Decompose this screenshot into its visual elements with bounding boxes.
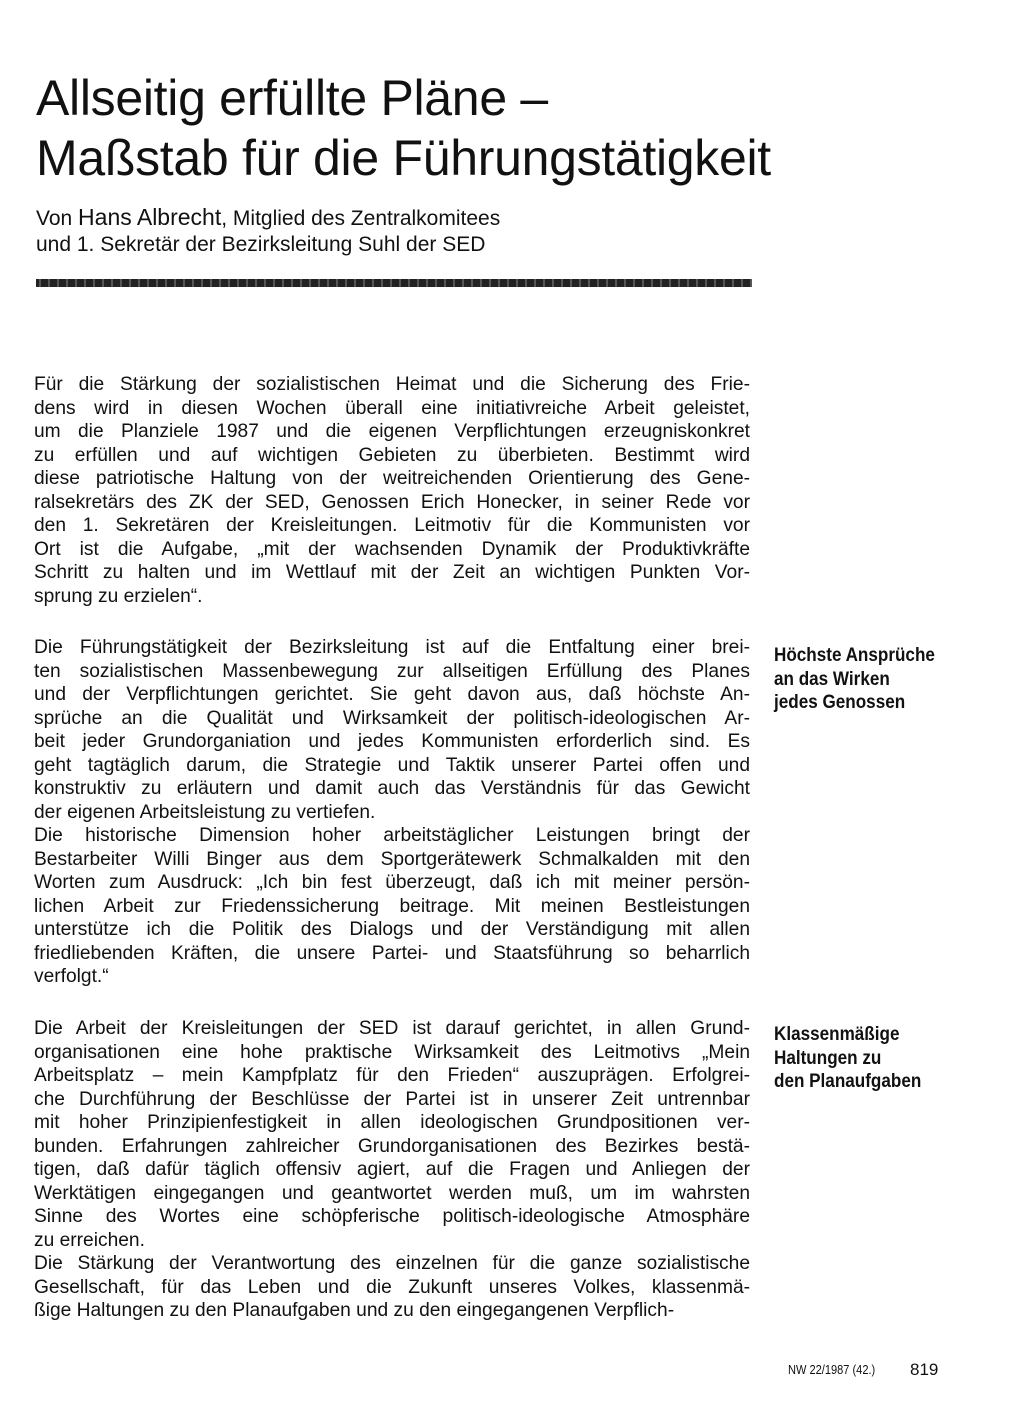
- side-heading-line: den Planaufgaben: [774, 1071, 922, 1092]
- side-heading-1: [774, 644, 954, 715]
- paragraph-1: [34, 373, 750, 608]
- text-line: konstruktiv zu erläutern und damit auch das Verständnis für das Gewicht: [34, 778, 750, 799]
- text-line: Die Führungstätigkeit der Bezirksleitung ist auf die Entfaltung einer brei-: [34, 637, 750, 658]
- side-heading-line: jedes Genossen: [774, 692, 906, 713]
- text-line: um die Planziele 1987 und die eigenen Verpflichtungen erzeugniskonkret: [34, 421, 750, 442]
- text-line: Worten zum Ausdruck: „Ich bin fest überzeugt, daß ich mit meiner persön-: [34, 872, 750, 893]
- side-heading-line: Klassenmäßige: [774, 1024, 900, 1045]
- text-line: sprüche an die Qualität und Wirksamkeit der politisch-ideologischen Ar-: [34, 707, 750, 729]
- text-line: beit jeder Grundorganiation und jedes Kommunisten erforderlich sind. Es: [34, 731, 750, 752]
- text-line: friedliebenden Kräften, die unsere Partei- und Staatsführung so beharrlich: [34, 942, 750, 964]
- side-heading-2: [774, 1023, 954, 1094]
- text-line: Die historische Dimension hoher arbeitstäglicher Leistungen bringt der: [34, 825, 750, 846]
- text-line: zu erfüllen und auf wichtigen Gebieten zu überbieten. Bestimmt wird: [34, 444, 750, 466]
- text-line: und der Verpflichtungen gerichtet. Sie geht davon aus, daß höchste An-: [34, 684, 750, 705]
- text-line: Arbeitsplatz – mein Kampfplatz für den Frieden“ auszuprägen. Erfolgrei-: [34, 1065, 750, 1086]
- byline-line-2: und 1. Sekretär der Bezirksleitung Suhl der SED: [36, 233, 486, 256]
- byline-author: Hans Albrecht: [78, 204, 222, 230]
- text-line: zu erreichen.: [34, 1229, 145, 1251]
- text-line: unterstütze ich die Politik des Dialogs und der Verständigung mit allen: [34, 919, 750, 940]
- byline-role: , Mitglied des Zentralkomitees: [221, 207, 501, 230]
- text-line: den 1. Sekretären der Kreisleitungen. Leitmotiv für die Kommunisten vor: [34, 515, 750, 536]
- side-heading-line: Haltungen zu: [774, 1047, 882, 1069]
- byline-von: Von: [36, 207, 79, 230]
- text-line: diese patriotische Haltung von der weitreichenden Orientierung des Gene-: [34, 468, 750, 489]
- text-line: Die Stärkung der Verantwortung des einzelnen für die ganze sozialistische: [34, 1253, 750, 1274]
- text-line: ralsekretärs des ZK der SED, Genossen Erich Honecker, in seiner Rede vor: [34, 491, 750, 513]
- text-line: lichen Arbeit zur Friedenssicherung beitrage. Mit meinen Bestleistungen: [34, 895, 750, 917]
- text-line: Werktätigen eingegangen und geantwortet werden muß, um im wahrsten: [34, 1182, 750, 1204]
- issue-reference: NW 22/1987 (42.): [788, 1362, 876, 1377]
- title-line-1: Allseitig erfüllte Pläne –: [36, 70, 548, 126]
- text-line: mit hoher Prinzipienfestigkeit in allen ideologischen Grundpositionen ver-: [34, 1112, 750, 1133]
- paragraph-2: [34, 636, 750, 989]
- text-line: der eigenen Arbeitsleistung zu vertiefen.: [34, 801, 376, 823]
- text-line: verfolgt.“: [34, 966, 109, 987]
- side-heading-line: Höchste Ansprüche: [774, 645, 935, 666]
- text-line: ßige Haltungen zu den Planaufgaben und zu den eingegangenen Verpflich-: [34, 1300, 675, 1321]
- text-line: Sinne des Wortes eine schöpferische politisch-ideologische Atmosphäre: [34, 1206, 750, 1227]
- text-line: Ort ist die Aufgabe, „mit der wachsenden Dynamik der Produktivkräfte: [34, 538, 750, 560]
- side-heading-line: an das Wirken: [774, 668, 890, 690]
- text-line: Bestarbeiter Willi Binger aus dem Sportgerätewerk Schmalkalden mit den: [34, 848, 750, 870]
- text-line: Gesellschaft, für das Leben und die Zukunft unseres Volkes, klassenmä-: [34, 1276, 750, 1298]
- byline: [36, 204, 796, 258]
- article-title: [36, 68, 936, 188]
- text-line: che Durchführung der Beschlüsse der Partei ist in unserer Zeit untrennbar: [34, 1088, 750, 1110]
- text-line: sprung zu erzielen“.: [34, 585, 203, 607]
- title-line-2: Maßstab für die Führungstätigkeit: [36, 130, 771, 186]
- text-line: bunden. Erfahrungen zahlreicher Grundorganisationen des Bezirkes bestä-: [34, 1135, 750, 1157]
- text-line: Die Arbeit der Kreisleitungen der SED ist darauf gerichtet, in allen Grund-: [34, 1018, 750, 1039]
- text-line: ten sozialistischen Massenbewegung zur allseitigen Erfüllung des Planes: [34, 660, 750, 682]
- text-line: tigen, daß dafür täglich offensiv agiert, auf die Fragen und Anliegen der: [34, 1159, 750, 1180]
- text-line: geht tagtäglich darum, die Strategie und Taktik unserer Partei offen und: [34, 754, 750, 776]
- text-line: dens wird in diesen Wochen überall eine initiativreiche Arbeit geleistet,: [34, 397, 750, 419]
- page-number: 819: [910, 1360, 939, 1379]
- paragraph-3: [34, 1017, 750, 1323]
- title-rule-divider: [36, 279, 752, 287]
- text-line: organisationen eine hohe praktische Wirksamkeit des Leitmotivs „Mein: [34, 1041, 750, 1063]
- text-line: Schritt zu halten und im Wettlauf mit der Zeit an wichtigen Punkten Vor-: [34, 562, 750, 583]
- text-line: Für die Stärkung der sozialistischen Heimat und die Sicherung des Frie-: [34, 374, 750, 395]
- byline-line-1: [36, 204, 796, 232]
